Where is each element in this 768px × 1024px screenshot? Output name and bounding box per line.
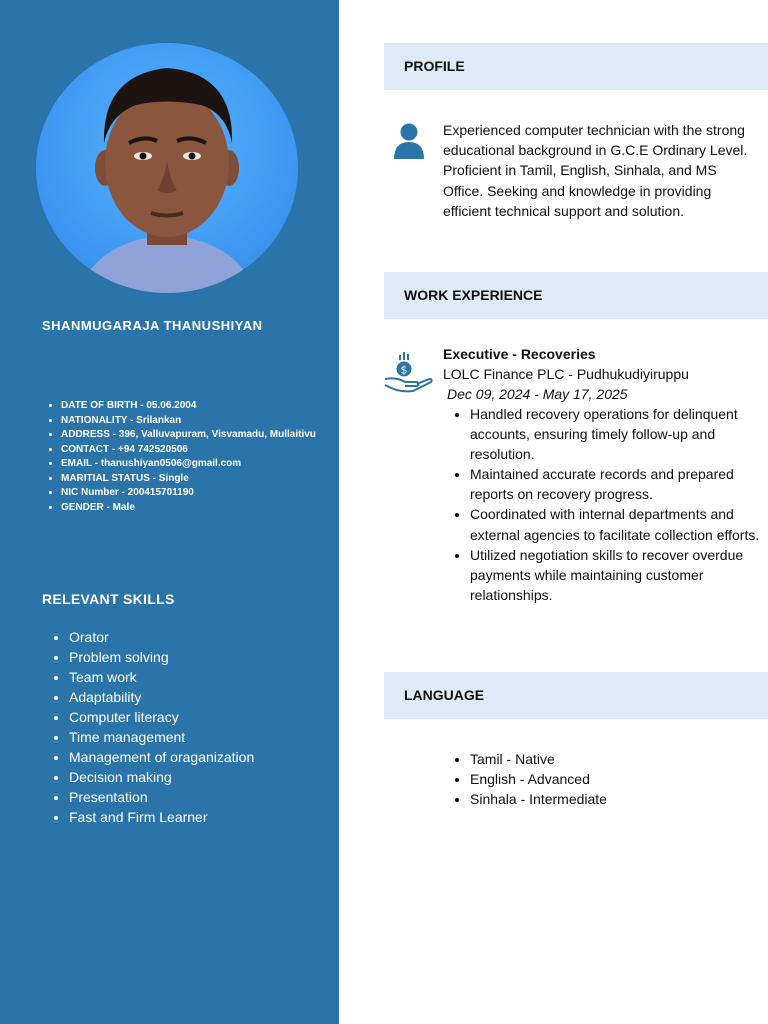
skill-item: • Problem solving — [69, 647, 349, 667]
detail-item: • MARITIAL STATUS - Single — [61, 472, 341, 487]
money-hand-icon — [383, 349, 435, 395]
skill-item: • Team work — [69, 667, 349, 687]
skill-item: • Computer literacy — [69, 707, 349, 727]
candidate-name: SHANMUGARAJA THANUSHIYAN — [42, 318, 263, 333]
job-company: LOLC Finance PLC - Pudhukudiyiruppu — [443, 366, 689, 382]
skill-item: • Orator — [69, 627, 349, 647]
work-experience-heading: WORK EXPERIENCE — [384, 272, 768, 319]
skill-item: • Decision making — [69, 767, 349, 787]
skills-heading: RELEVANT SKILLS — [42, 591, 175, 607]
skill-item: • Adaptability — [69, 687, 349, 707]
profile-summary: Experienced computer technician with the strong educational background in G.C.E Ordinary Level. Proficient in Tamil, English, Sinhala, and MS Office. Seeking and knowledge in providing efficient technical support and solution. — [443, 122, 748, 219]
skill-item: • Management of oraganization — [69, 747, 349, 767]
sidebar — [0, 0, 339, 1024]
skill-item: • Time management — [69, 727, 349, 747]
skills-list — [42, 627, 349, 827]
language-list — [443, 749, 607, 809]
responsibility-item: • Coordinated with internal departments and external agencies to facilitate collection efforts. — [470, 504, 768, 544]
svg-text:$: $ — [400, 363, 408, 377]
language-heading: LANGUAGE — [384, 672, 768, 719]
responsibility-item: • Maintained accurate records and prepared reports on recovery progress. — [470, 464, 768, 504]
detail-item: • EMAIL - thanushiyan0506@gmail.com — [61, 457, 341, 472]
job-dates: Dec 09, 2024 - May 17, 2025 — [447, 386, 628, 402]
language-item: • English - Advanced — [470, 769, 607, 789]
job-responsibilities — [443, 404, 768, 605]
detail-item: • ADDRESS - 396, Valluvapuram, Visvamadu, Mullaitivu — [61, 428, 341, 443]
personal-details-list — [42, 399, 341, 515]
job-title: Executive - Recoveries — [443, 346, 596, 362]
profile-heading: PROFILE — [384, 43, 768, 90]
detail-item: • DATE OF BIRTH - 05.06.2004 — [61, 399, 341, 414]
portrait-illustration — [36, 43, 298, 293]
responsibility-item: • Utilized negotiation skills to recover overdue payments while maintaining customer relationships. — [470, 545, 768, 605]
skill-item: • Presentation — [69, 787, 349, 807]
detail-item: • NATIONALITY - Srilankan — [61, 414, 341, 429]
person-icon — [393, 122, 425, 160]
language-item: • Tamil - Native — [470, 749, 607, 769]
detail-item: • NIC Number - 200415701190 — [61, 486, 341, 501]
profile-photo — [36, 43, 298, 293]
skill-item: • Fast and Firm Learner — [69, 807, 349, 827]
detail-item: • CONTACT - +94 742520506 — [61, 443, 341, 458]
detail-item: • GENDER - Male — [61, 501, 341, 516]
responsibility-item: • Handled recovery operations for delinquent accounts, ensuring timely follow-up and resolution. — [470, 404, 768, 464]
language-item: • Sinhala - Intermediate — [470, 789, 607, 809]
